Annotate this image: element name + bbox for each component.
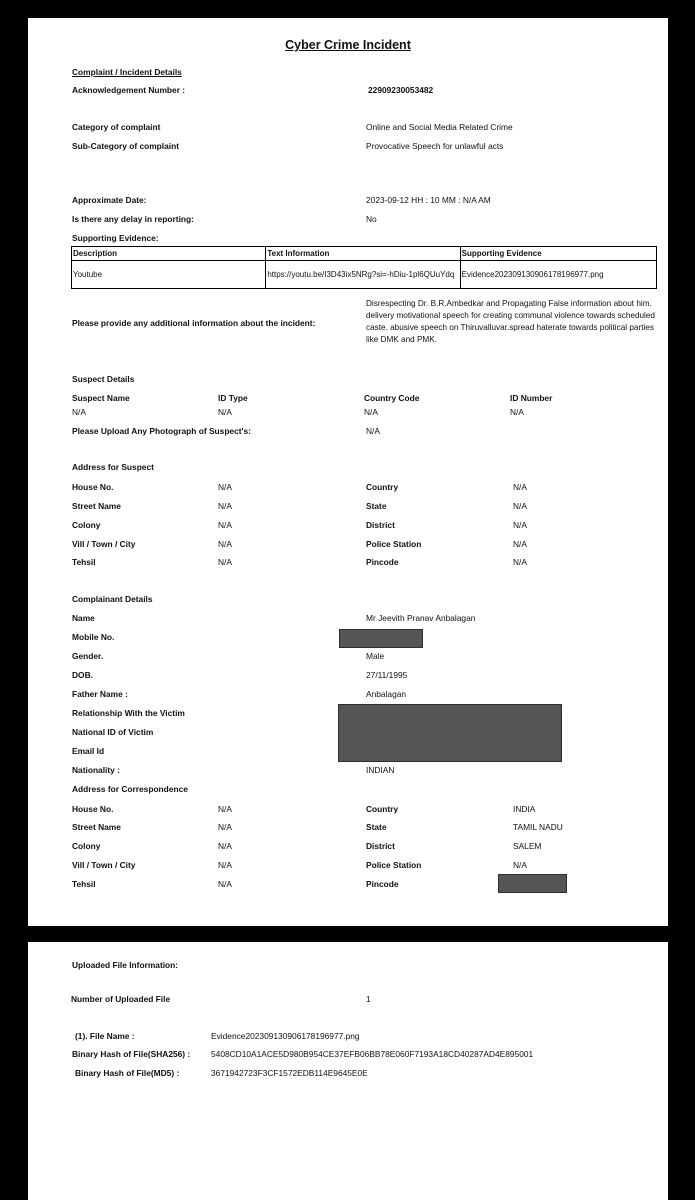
uploaded-count-value: 1 xyxy=(366,994,371,1004)
complainant-national-id-label: National ID of Victim xyxy=(72,727,154,737)
correspondence-value: TAMIL NADU xyxy=(513,822,563,832)
complainant-relationship-label: Relationship With the Victim xyxy=(72,708,185,718)
complainant-name-label: Name xyxy=(72,613,95,623)
complainant-gender-label: Gender. xyxy=(72,651,104,661)
suspect-photo-label: Please Upload Any Photograph of Suspect's: xyxy=(72,426,251,436)
delay-label: Is there any delay in reporting: xyxy=(72,214,194,224)
suspect-address-label: Street Name xyxy=(72,501,121,511)
suspect-address-label: Vill / Town / City xyxy=(72,539,136,549)
evidence-label: Supporting Evidence: xyxy=(72,233,159,243)
evidence-header-description: Description xyxy=(72,247,266,261)
redacted-mobile xyxy=(339,629,423,648)
correspondence-value: N/A xyxy=(218,841,232,851)
evidence-table-header xyxy=(72,247,657,261)
correspondence-label: District xyxy=(366,841,395,851)
category-label: Category of complaint xyxy=(72,122,161,132)
suspect-header-name: Suspect Name xyxy=(72,393,130,403)
date-value: 2023-09-12 HH : 10 MM : N/A AM xyxy=(366,195,491,205)
suspect-id-type-value: N/A xyxy=(218,407,232,417)
evidence-link[interactable]: https://youtu.be/I3D43ix5NRg?si=-hDiu-1pl6QUuYdq xyxy=(266,261,460,289)
md5-label: Binary Hash of File(MD5) : xyxy=(75,1068,180,1078)
suspect-address-heading: Address for Suspect xyxy=(72,462,154,472)
redacted-personal-details xyxy=(338,704,562,762)
uploaded-count-label: Number of Uploaded File xyxy=(71,994,171,1004)
suspect-header-id-type: ID Type xyxy=(218,393,248,403)
uploaded-section-heading: Uploaded File Information: xyxy=(72,960,179,970)
suspect-header-id-number: ID Number xyxy=(510,393,553,403)
suspect-address-value: N/A xyxy=(218,501,232,511)
correspondence-value: INDIA xyxy=(513,804,536,814)
correspondence-label: Country xyxy=(366,804,399,814)
suspect-header-country-code: Country Code xyxy=(364,393,420,403)
suspect-photo-value: N/A xyxy=(366,426,380,436)
complainant-name-value: Mr Jeevith Pranav Anbalagan xyxy=(366,613,476,623)
correspondence-heading: Address for Correspondence xyxy=(72,784,188,794)
correspondence-label: House No. xyxy=(72,804,114,814)
correspondence-label: Police Station xyxy=(366,860,422,870)
suspect-address-label: Country xyxy=(366,482,399,492)
complainant-section-heading: Complainant Details xyxy=(72,594,153,604)
complainant-mobile-label: Mobile No. xyxy=(72,632,115,642)
file-name-label: (1). File Name : xyxy=(75,1031,135,1041)
ack-label: Acknowledgement Number : xyxy=(72,85,186,95)
suspect-address-label: State xyxy=(366,501,387,511)
evidence-header-text-information: Text Information xyxy=(266,247,460,261)
suspect-address-value: N/A xyxy=(513,520,527,530)
correspondence-label: Pincode xyxy=(366,879,399,889)
suspect-address-label: Pincode xyxy=(366,557,399,567)
additional-info-label: Please provide any additional information about the incident: xyxy=(72,318,316,328)
suspect-address-value: N/A xyxy=(218,520,232,530)
complainant-dob-value: 27/11/1995 xyxy=(366,670,408,680)
suspect-address-value: N/A xyxy=(218,539,232,549)
evidence-file: Evidence20230913090617819697​7.png xyxy=(460,261,656,289)
correspondence-label: Tehsil xyxy=(72,879,96,889)
correspondence-value: N/A xyxy=(218,804,232,814)
document-page-1 xyxy=(28,18,668,926)
suspect-name-value: N/A xyxy=(72,407,86,417)
suspect-address-label: Police Station xyxy=(366,539,422,549)
evidence-table xyxy=(71,246,657,289)
evidence-header-supporting-evidence: Supporting Evidence xyxy=(460,247,656,261)
additional-info-value: Disrespecting Dr. B.R.Ambedkar and Propagating False information about him. delivery motivational speech for creating communal violence towards scheduled caste. abusive speech on Thiruvalluvar.spread haterate towards political parties like DMK and PMK. xyxy=(366,299,655,344)
evidence-table-row xyxy=(72,261,657,289)
ack-value: 22909230053482 xyxy=(368,85,434,95)
suspect-section-heading: Suspect Details xyxy=(72,374,135,384)
complainant-nationality-label: Nationality : xyxy=(72,765,120,775)
document-page-2 xyxy=(28,942,668,1200)
correspondence-value: N/A xyxy=(218,879,232,889)
correspondence-value: N/A xyxy=(218,860,232,870)
date-label: Approximate Date: xyxy=(72,195,147,205)
complainant-gender-value: Male xyxy=(366,651,385,661)
suspect-address-label: House No. xyxy=(72,482,114,492)
complainant-nationality-value: INDIAN xyxy=(366,765,395,775)
md5-value: 3671942723F3CF1572EDB114E9645E0E xyxy=(211,1068,368,1078)
suspect-address-value: N/A xyxy=(513,501,527,511)
correspondence-label: State xyxy=(366,822,387,832)
sha256-label: Binary Hash of File(SHA256) : xyxy=(72,1049,191,1059)
suspect-address-value: N/A xyxy=(218,482,232,492)
suspect-country-code-value: N/A xyxy=(364,407,378,417)
section-complaint-heading: Complaint / Incident Details xyxy=(72,67,182,77)
complainant-father-value: Anbalagan xyxy=(366,689,407,699)
suspect-id-number-value: N/A xyxy=(510,407,524,417)
redacted-pincode xyxy=(498,874,567,893)
suspect-address-value: N/A xyxy=(513,482,527,492)
file-name-value: Evidence20230913090617819697​7.png xyxy=(211,1031,360,1041)
complainant-dob-label: DOB. xyxy=(72,670,93,680)
correspondence-label: Colony xyxy=(72,841,101,851)
complainant-email-label: Email Id xyxy=(72,746,105,756)
correspondence-value: N/A xyxy=(218,822,232,832)
suspect-address-label: Colony xyxy=(72,520,101,530)
complainant-father-label: Father Name : xyxy=(72,689,128,699)
suspect-address-value: N/A xyxy=(513,539,527,549)
category-value: Online and Social Media Related Crime xyxy=(366,122,513,132)
correspondence-value: SALEM xyxy=(513,841,542,851)
suspect-address-value: N/A xyxy=(513,557,527,567)
evidence-description: Youtube xyxy=(72,261,266,289)
correspondence-label: Vill / Town / City xyxy=(72,860,136,870)
suspect-address-label: District xyxy=(366,520,395,530)
document-title: Cyber Crime Incident xyxy=(285,38,411,52)
suspect-address-value: N/A xyxy=(218,557,232,567)
subcategory-value: Provocative Speech for unlawful acts xyxy=(366,141,504,151)
subcategory-label: Sub-Category of complaint xyxy=(72,141,180,151)
correspondence-label: Street Name xyxy=(72,822,121,832)
delay-value: No xyxy=(366,214,377,224)
sha256-value: 5408CD10A1ACE5D980B954CE37EFB06BB78E060F7193A18CD40287AD4E895001 xyxy=(211,1049,534,1059)
correspondence-value: N/A xyxy=(513,860,527,870)
suspect-address-label: Tehsil xyxy=(72,557,96,567)
